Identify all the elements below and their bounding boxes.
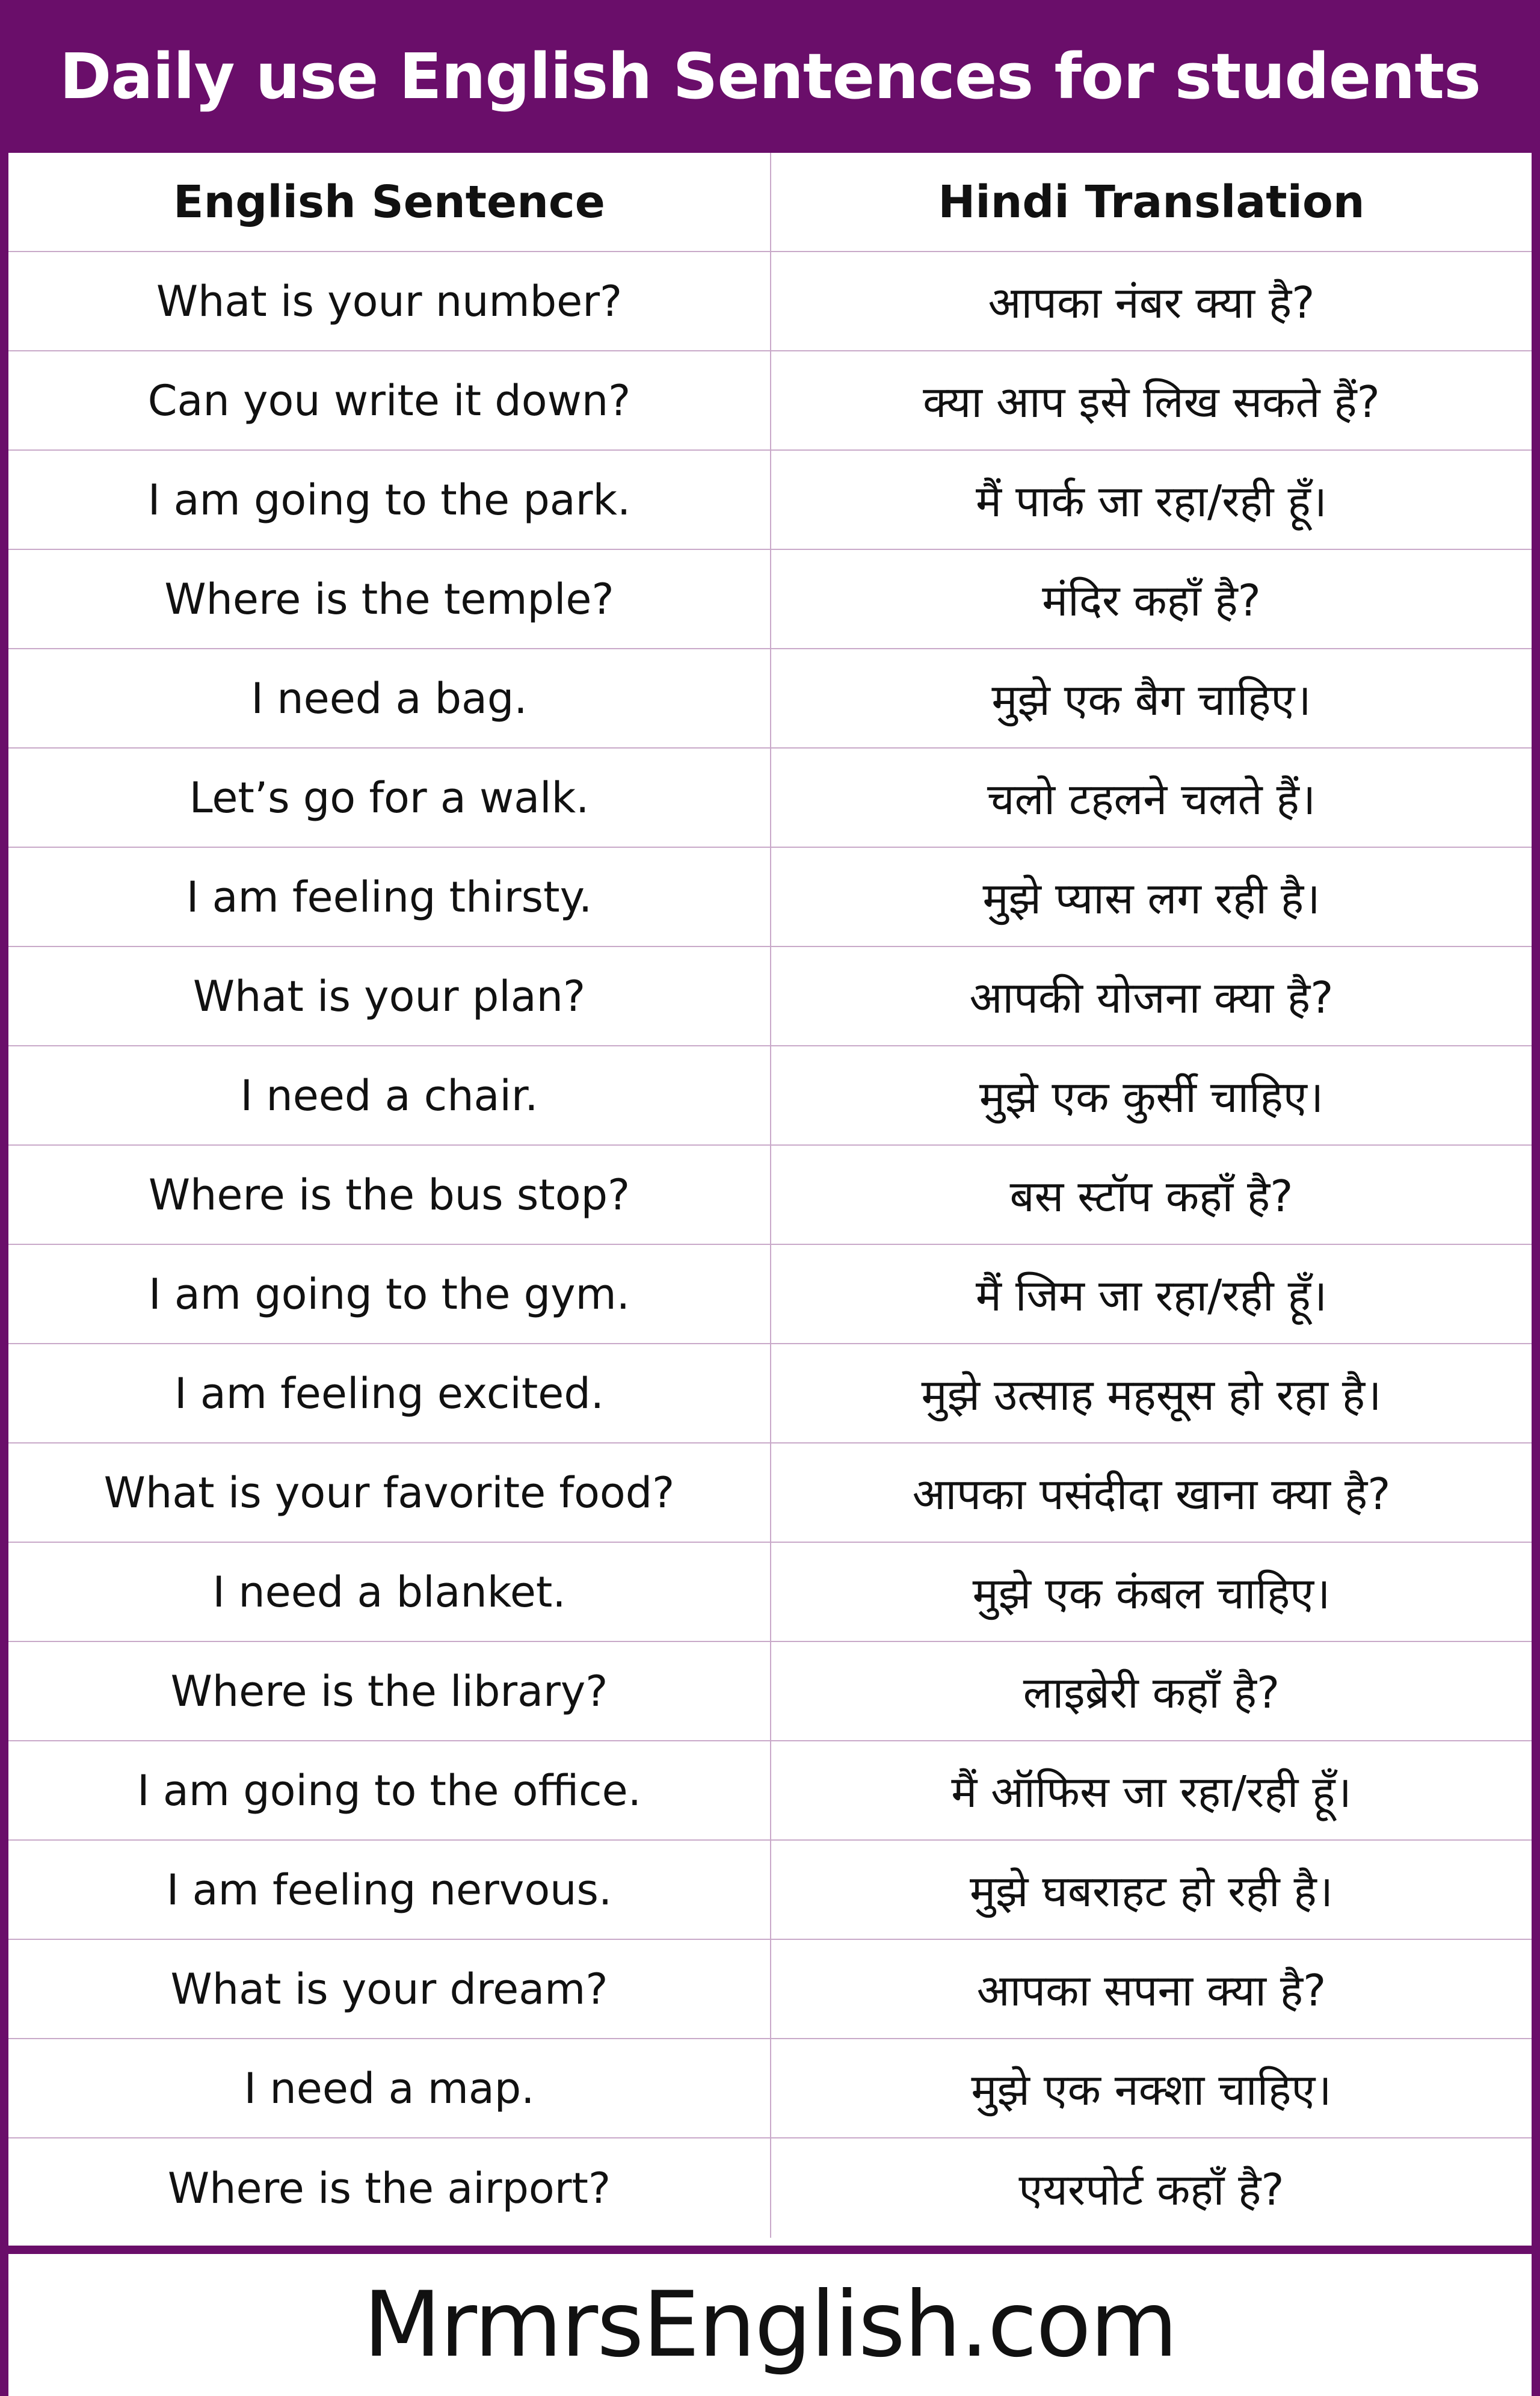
hindi-translation-cell: मुझे एक कुर्सी चाहिए। [979, 1071, 1324, 1122]
sentence-table [8, 153, 1532, 2246]
table-row [8, 649, 1532, 749]
hindi-translation-cell: आपका सपना क्या है? [976, 1965, 1326, 2016]
table-row [8, 252, 1532, 351]
page-header [0, 0, 1540, 153]
english-sentence-cell: I am going to the office. [8, 1741, 771, 1839]
english-sentence-cell: I am feeling excited. [8, 1344, 771, 1442]
english-sentence-cell: What is your number? [8, 252, 771, 350]
hindi-translation-cell: मुझे प्यास लग रही है। [982, 872, 1320, 924]
table-row [8, 550, 1532, 649]
hindi-translation-cell: मैं पार्क जा रहा/रही हूँ। [976, 475, 1327, 526]
table-row [8, 1046, 1532, 1146]
hindi-translation-cell: मंदिर कहाँ है? [1042, 575, 1261, 626]
english-sentence-cell: I need a blanket. [8, 1543, 771, 1641]
hindi-translation-cell: आपका पसंदीदा खाना क्या है? [912, 1468, 1391, 1519]
english-sentence-cell: Where is the airport? [8, 2138, 771, 2238]
english-sentence-cell: What is your plan? [8, 947, 771, 1045]
hindi-translation-cell: लाइब्रेरी कहाँ है? [1023, 1667, 1280, 1718]
table-row [8, 1146, 1532, 1245]
hindi-translation-cell: मुझे एक नक्शा चाहिए। [971, 2064, 1332, 2115]
table-row [8, 848, 1532, 947]
english-sentence-cell: Where is the bus stop? [8, 1146, 771, 1244]
english-sentence-cell: I need a bag. [8, 649, 771, 747]
page-title: Daily use English Sentences for students [59, 40, 1480, 113]
table-row [8, 351, 1532, 451]
english-sentence-cell: I am feeling nervous. [8, 1841, 771, 1939]
english-sentence-cell: I need a map. [8, 2039, 771, 2137]
english-sentence-cell: What is your dream? [8, 1940, 771, 2038]
table-row [8, 451, 1532, 550]
table-row [8, 1642, 1532, 1741]
hindi-translation-cell: मुझे उत्साह महसूस हो रहा है। [921, 1369, 1382, 1420]
english-sentence-cell: I am going to the gym. [8, 1245, 771, 1343]
table-row [8, 1245, 1532, 1344]
hindi-translation-cell: क्या आप इसे लिख सकते हैं? [923, 376, 1380, 427]
english-sentence-cell: I need a chair. [8, 1046, 771, 1144]
table-row [8, 2039, 1532, 2138]
hindi-translation-cell: मैं जिम जा रहा/रही हूँ। [975, 1270, 1328, 1321]
table-row [8, 1344, 1532, 1443]
hindi-translation-cell: मुझे एक बैग चाहिए। [991, 674, 1311, 725]
hindi-translation-cell: आपका नंबर क्या है? [988, 277, 1315, 328]
english-sentence-cell: Let’s go for a walk. [8, 749, 771, 847]
english-sentence-cell: Where is the library? [8, 1642, 771, 1740]
table-row [8, 947, 1532, 1046]
column-header-hindi: Hindi Translation [938, 176, 1365, 228]
hindi-translation-cell: एयरपोर्ट कहाँ है? [1018, 2164, 1284, 2215]
hindi-translation-cell: मुझे एक कंबल चाहिए। [972, 1567, 1331, 1619]
table-row [8, 1841, 1532, 1940]
table-row [8, 2138, 1532, 2238]
english-sentence-cell: I am feeling thirsty. [8, 848, 771, 946]
table-header-row [8, 153, 1532, 252]
footer [8, 2254, 1532, 2396]
hindi-translation-cell: चलो टहलने चलते हैं। [987, 773, 1316, 824]
hindi-translation-cell: मैं ऑफिस जा रहा/रही हूँ। [951, 1766, 1352, 1817]
column-header-english: English Sentence [8, 153, 771, 251]
table-row [8, 1741, 1532, 1841]
table-row [8, 1543, 1532, 1642]
table-row [8, 749, 1532, 848]
table-row [8, 1940, 1532, 2039]
table-row [8, 1443, 1532, 1543]
english-sentence-cell: What is your favorite food? [8, 1443, 771, 1542]
footer-site-name: MrmrsEnglish.com [363, 2273, 1177, 2377]
english-sentence-cell: Where is the temple? [8, 550, 771, 648]
hindi-translation-cell: मुझे घबराहट हो रही है। [969, 1865, 1334, 1916]
english-sentence-cell: Can you write it down? [8, 351, 771, 449]
english-sentence-cell: I am going to the park. [8, 451, 771, 549]
hindi-translation-cell: बस स्टॉप कहाँ है? [1009, 1170, 1293, 1221]
hindi-translation-cell: आपकी योजना क्या है? [969, 972, 1334, 1023]
